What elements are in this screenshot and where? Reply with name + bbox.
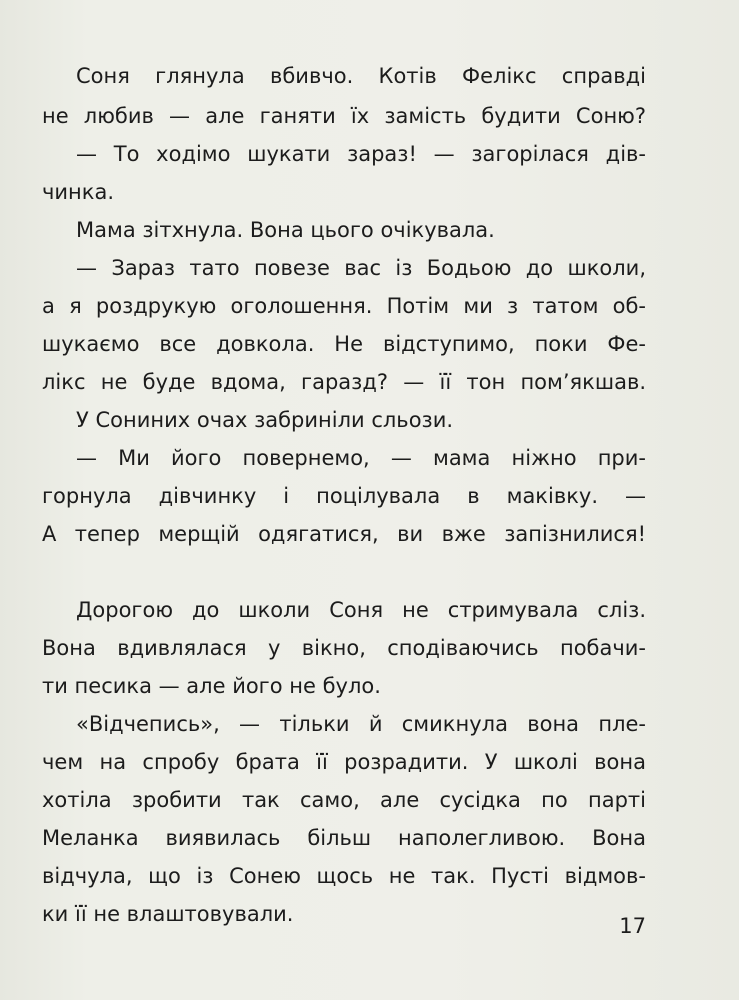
text-line: не любив — але ганяти їх замість будити Соню?: [42, 104, 646, 128]
text-line: шукаємо все довкола. Не відступимо, поки Фе-: [42, 332, 646, 356]
text-line: — Зараз тато повезе вас із Бодьою до школи,: [76, 256, 646, 280]
text-line: Вона вдивлялася у вікно, сподіваючись побачи-: [42, 636, 646, 660]
text-line: «Відчепись», — тільки й смикнула вона пле-: [76, 712, 646, 736]
text-line: У Сониних очах забриніли сльози.: [76, 408, 454, 432]
text-line: чем на спробу брата її розрадити. У школі вона: [42, 750, 646, 774]
text-line: — Ми його повернемо, — мама ніжно при-: [76, 446, 646, 470]
text-line: Дорогою до школи Соня не стримувала сліз.: [76, 598, 646, 622]
text-line: Меланка виявилась більш наполегливою. Вона: [42, 826, 646, 850]
text-line: Соня глянула вбивчо. Котів Фелікс справді: [76, 64, 646, 88]
page-number: 17: [619, 914, 646, 938]
text-line: Мама зітхнула. Вона цього очікувала.: [76, 218, 495, 242]
text-line: — То ходімо шукати зараз! — загорілася дів-: [76, 142, 646, 166]
text-line: а я роздрукую оголошення. Потім ми з татом об-: [42, 294, 646, 318]
text-line: лікс не буде вдома, гаразд? — її тон пом’якшав.: [42, 370, 646, 394]
text-line: чинка.: [42, 180, 115, 204]
text-line: горнула дівчинку і поцілувала в маківку. —: [42, 484, 646, 508]
text-line: хотіла зробити так само, але сусідка по парті: [42, 788, 646, 812]
text-line: ти песика — але його не було.: [42, 674, 381, 698]
text-line: відчула, що із Сонею щось не так. Пусті відмов-: [42, 864, 646, 888]
text-line: ки її не влаштовували.: [42, 902, 294, 926]
text-line: А тепер мерщій одягатися, ви вже запізнилися!: [42, 522, 646, 546]
